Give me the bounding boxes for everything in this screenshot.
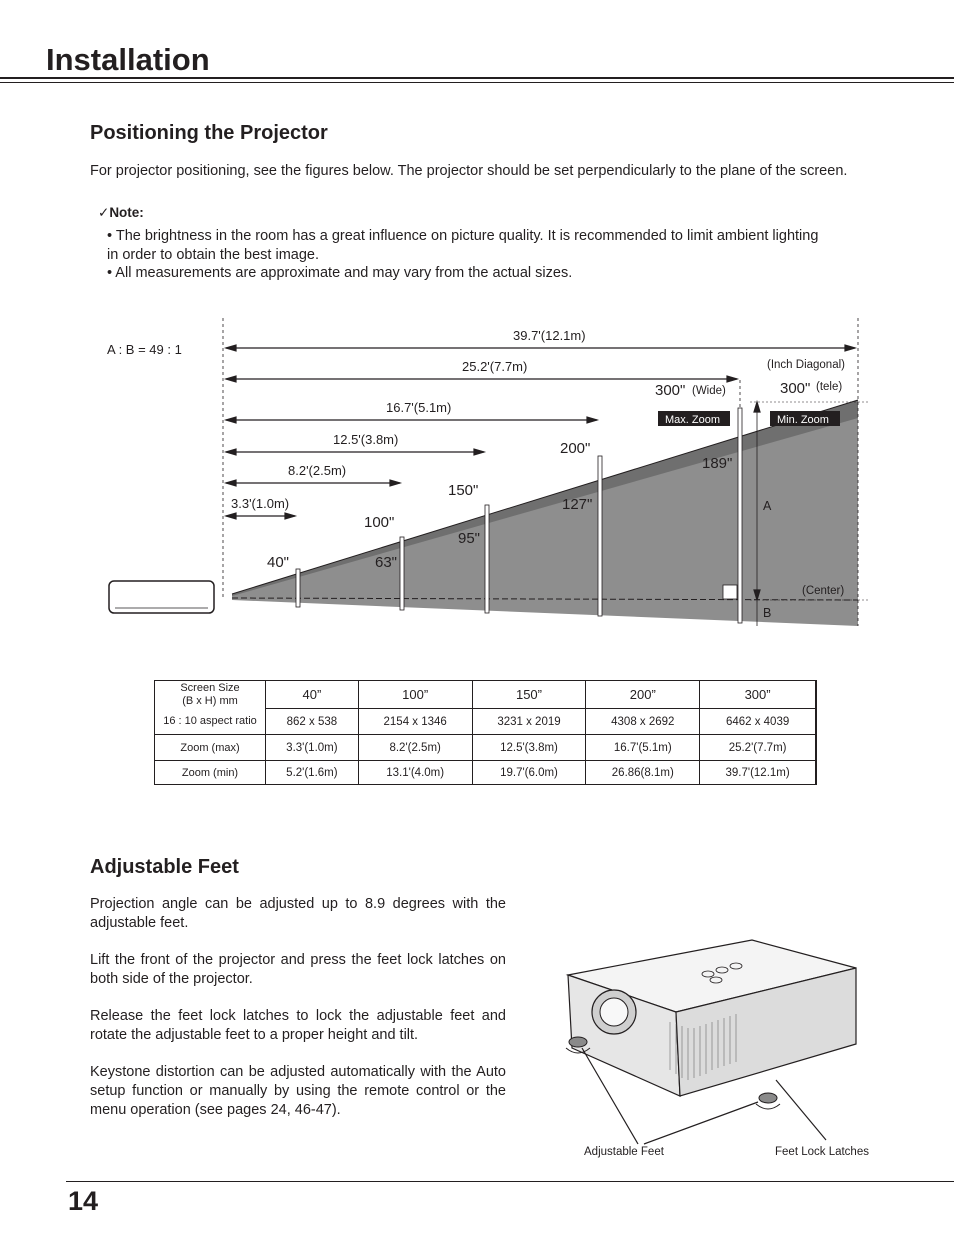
min-zoom-label: Min. Zoom — [777, 414, 829, 426]
adjustable-foot-left — [569, 1037, 587, 1047]
wide-label: (Wide) — [692, 385, 726, 397]
screen-300-wide — [738, 408, 742, 623]
note-label: Note: — [109, 205, 144, 220]
table-cell: 100” — [358, 681, 472, 709]
table-cell: 200” — [586, 681, 700, 709]
positioning-heading: Positioning the Projector — [90, 122, 328, 144]
table-cell: 4308 x 2692 — [586, 709, 700, 735]
table-cell: 6462 x 4039 — [700, 709, 816, 735]
table-cell: 862 x 538 — [266, 709, 359, 735]
header-rule — [0, 77, 954, 79]
screen-size-label: 150" — [448, 482, 479, 499]
arrow-head — [226, 345, 236, 351]
table-cell: 300” — [700, 681, 816, 709]
dimension-b-label: B — [763, 606, 772, 620]
feet-paragraph: Projection angle can be adjusted up to 8.9 degrees with the adjustable feet. — [90, 896, 506, 931]
arrow-head — [226, 376, 236, 382]
screen-size-label: 200" — [560, 440, 591, 457]
table-cell: 39.7'(12.1m) — [700, 761, 816, 785]
height-label: 189" — [702, 455, 733, 472]
rotate-arrow-icon — [756, 1104, 780, 1109]
distance-label: 39.7'(12.1m) — [513, 328, 586, 343]
table-cell: 26.86(8.1m) — [586, 761, 700, 785]
tele-label: (tele) — [816, 381, 843, 393]
positioning-intro: For projector positioning, see the figures below. The projector should be set perpendicularly to the plane of the screen. — [90, 163, 848, 179]
callout-latches — [776, 1080, 826, 1140]
screen-size-table — [154, 680, 817, 785]
screen-200 — [598, 456, 602, 616]
table-header-label — [155, 681, 266, 709]
table-row — [155, 681, 817, 709]
table-cell: 8.2'(2.5m) — [358, 735, 472, 761]
section-title: Installation — [46, 42, 210, 77]
height-label: 127" — [562, 496, 593, 513]
ratio-label: A : B = 49 : 1 — [107, 342, 182, 357]
check-icon: ✓ — [98, 205, 110, 220]
distance-label: 3.3'(1.0m) — [231, 496, 290, 511]
screen-size-label: 100" — [364, 514, 395, 531]
screen-size-label: 40" — [267, 554, 290, 571]
arrow-head — [226, 513, 236, 519]
screen-size-label: 300" — [780, 380, 811, 397]
arrow-head — [226, 480, 236, 486]
screen-40 — [296, 569, 300, 607]
height-label: 95" — [458, 530, 481, 547]
feet-lock-latches-label: Feet Lock Latches — [775, 1146, 869, 1158]
adjustable-feet-label: Adjustable Feet — [584, 1146, 664, 1158]
feet-heading: Adjustable Feet — [90, 856, 239, 878]
table-cell: 150” — [472, 681, 586, 709]
arrow-head — [754, 402, 760, 412]
table-cell: 25.2'(7.7m) — [700, 735, 816, 761]
header-label-line2: (B x H) mm — [182, 694, 238, 707]
distance-label: 16.7'(5.1m) — [386, 400, 452, 415]
height-label: 63" — [375, 554, 398, 571]
arrow-head — [727, 376, 737, 382]
projector-illustration — [540, 930, 900, 1150]
table-cell: 40” — [266, 681, 359, 709]
arrow-head — [226, 417, 236, 423]
dimension-a-label: A — [763, 499, 772, 513]
table-row — [155, 709, 817, 735]
feet-paragraph: Release the feet lock latches to lock the adjustable feet and rotate the adjustable feet to a proper height and tilt. — [90, 1008, 506, 1043]
table-cell: 2154 x 1346 — [358, 709, 472, 735]
table-cell: 3.3'(1.0m) — [266, 735, 359, 761]
note-bullet-1: • The brightness in the room has a great influence on picture quality. It is recommended to limit ambient lighting in order to obtain the best image. — [107, 228, 819, 263]
table-cell: 5.2'(1.6m) — [266, 761, 359, 785]
feet-paragraph: Lift the front of the projector and press the feet lock latches on both side of the projector. — [90, 952, 506, 987]
page-number: 14 — [68, 1186, 99, 1216]
note-heading — [98, 205, 144, 221]
header-label-line1: Screen Size — [180, 681, 240, 694]
feet-paragraph: Keystone distortion can be adjusted automatically with the Auto setup function or manually by using the remote control or the menu operation (see pages 24, 46-47). — [90, 1064, 506, 1118]
center-label: (Center) — [802, 585, 845, 597]
arrow-head — [474, 449, 484, 455]
zoom-max-label: Zoom (max) — [155, 735, 266, 761]
header-rule-thin — [0, 82, 954, 83]
aspect-label: 16 : 10 aspect ratio — [155, 709, 266, 735]
table-row — [155, 761, 817, 785]
projection-diagram — [0, 300, 954, 640]
arrow-head — [285, 513, 295, 519]
footer-rule — [66, 1181, 954, 1182]
table-cell: 13.1'(4.0m) — [358, 761, 472, 785]
screen-100 — [400, 537, 404, 610]
distance-label: 25.2'(7.7m) — [462, 359, 528, 374]
table-cell: 12.5'(3.8m) — [472, 735, 586, 761]
inch-diagonal-label: (Inch Diagonal) — [767, 359, 845, 371]
distance-label: 12.5'(3.8m) — [333, 432, 399, 447]
center-marker — [723, 585, 737, 599]
table-cell: 3231 x 2019 — [472, 709, 586, 735]
arrow-head — [845, 345, 855, 351]
max-zoom-label: Max. Zoom — [665, 414, 721, 426]
arrow-head — [226, 449, 236, 455]
distance-label: 8.2'(2.5m) — [288, 463, 347, 478]
callout-feet-right — [644, 1102, 758, 1144]
table-cell: 16.7'(5.1m) — [586, 735, 700, 761]
screen-150 — [485, 505, 489, 613]
note-bullet-2: • All measurements are approximate and may vary from the actual sizes. — [107, 265, 573, 281]
arrow-head — [587, 417, 597, 423]
lens-inner — [600, 998, 628, 1026]
adjustable-foot-right — [759, 1093, 777, 1103]
zoom-min-label: Zoom (min) — [155, 761, 266, 785]
arrow-head — [390, 480, 400, 486]
screen-size-label: 300" — [655, 382, 686, 399]
table-cell: 19.7'(6.0m) — [472, 761, 586, 785]
table-row — [155, 735, 817, 761]
